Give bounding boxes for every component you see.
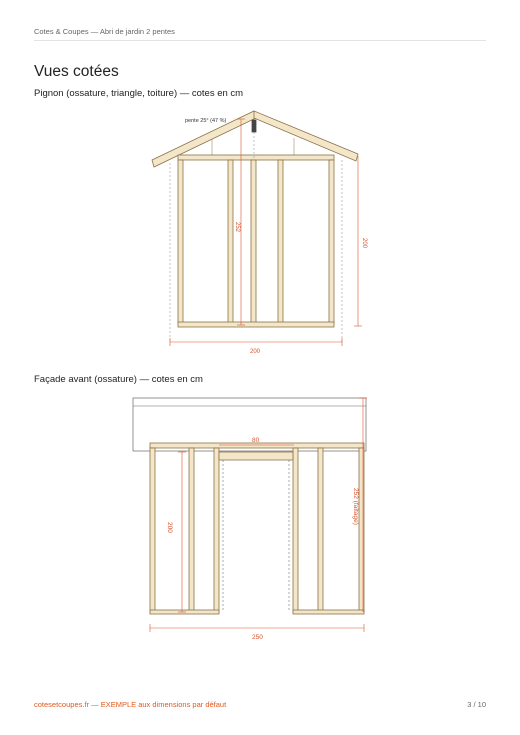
gable-bottom-plate [178,322,334,327]
facade-drawing [0,395,520,645]
gable-height-left-label: 252 [234,222,240,233]
facade-caption: Façade avant (ossature) — cotes en cm [34,374,203,385]
page-header: Cotes & Coupes — Abri de jardin 2 pentes [34,27,175,36]
facade-width-label: 250 [252,634,263,641]
facade-stud [189,448,194,612]
gable-stud [278,160,283,324]
header-divider [34,40,486,41]
gable-slope-label: pente 25° (47 %) [185,118,227,124]
gable-roof-right [254,111,358,161]
page-number: 3 / 10 [467,700,486,709]
gable-ridge-post [252,120,256,132]
facade-stud [318,448,323,612]
gable-drawing [0,100,520,360]
facade-stud [214,448,219,612]
facade-bottom-plate-right [293,610,364,614]
section-title: Vues cotées [34,63,119,80]
facade-height-right-label: 252 (faîtage) [352,488,359,525]
gable-stud [228,160,233,324]
facade-door-lintel [219,452,293,460]
gable-top-plate [178,155,334,160]
facade-stud [293,448,298,612]
facade-stud [150,448,155,612]
gable-stud [251,160,256,324]
facade-height-left-label: 200 [166,522,173,533]
gable-stud [329,160,334,324]
footer-site-note: cotesetcoupes.fr — EXEMPLE aux dimensions par défaut [34,700,227,709]
gable-width-label: 200 [250,349,261,355]
facade-door-width-label: 80 [252,437,260,444]
gable-height-right-label: 200 [361,238,367,249]
gable-caption: Pignon (ossature, triangle, toiture) — cotes en cm [34,88,244,99]
gable-stud [178,160,183,324]
